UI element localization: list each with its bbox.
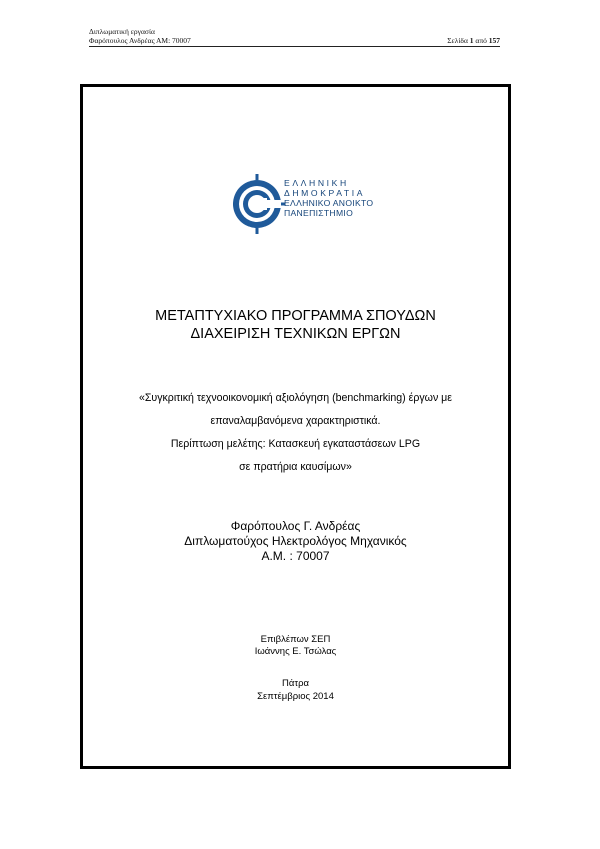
thesis-line1: «Συγκριτική τεχνοοικονομική αξιολόγηση (benchmarking) έργων με: [138, 392, 453, 404]
page-header: [89, 27, 500, 47]
logo-text: [284, 178, 384, 218]
page-sep: από: [475, 36, 487, 45]
place-date: Σεπτέμβριος 2014: [257, 691, 334, 702]
logo-line4: ΠΑΝΕΠΙΣΤΗΜΙΟ: [284, 208, 354, 218]
supervisor-name: Ιωάννης Ε. Τσώλας: [254, 646, 337, 657]
header-rule: [89, 46, 500, 47]
author-block: [80, 519, 511, 564]
thesis-title: [80, 387, 511, 479]
supervisor-block: [80, 634, 511, 658]
program-line1: ΜΕΤΑΠΤΥΧΙΑΚΟ ΠΡΟΓΡΑΜΜΑ ΣΠΟΥΔΩΝ: [155, 308, 436, 324]
header-row: [89, 36, 500, 45]
author-am: Α.Μ. : 70007: [261, 549, 330, 563]
page-current: 1: [469, 36, 474, 45]
supervisor-label: Επιβλέπων ΣΕΠ: [260, 634, 331, 645]
doc-type-label: Διπλωματική εργασία: [89, 27, 155, 36]
header-author: Φαρόπουλος Ανδρέας ΑΜ: 70007: [89, 36, 191, 45]
place-city: Πάτρα: [281, 678, 309, 689]
author-degree: Διπλωματούχος Ηλεκτρολόγος Μηχανικός: [184, 534, 407, 548]
program-title: [80, 307, 511, 343]
author-name: Φαρόπουλος Γ. Ανδρέας: [230, 519, 361, 533]
place-date-block: [80, 677, 511, 703]
thesis-line2: επαναλαμβανόμενα χαρακτηριστικά.: [210, 415, 381, 427]
logo-line2: ΔΗΜΟΚΡΑΤΙΑ: [284, 188, 366, 198]
thesis-line4: σε πρατήρια καυσίμων»: [239, 461, 352, 473]
logo-line3: ΕΛΛΗΝΙΚΟ ΑΝΟΙΚΤΟ: [284, 198, 374, 208]
page-prefix: Σελίδα: [447, 36, 468, 45]
logo-line1: ΕΛΛΗΝΙΚΗ: [284, 178, 349, 188]
page-number: [447, 36, 500, 45]
program-line2: ΔΙΑΧΕΙΡΙΣΗ ΤΕΧΝΙΚΩΝ ΕΡΓΩΝ: [190, 326, 401, 342]
page-total: 157: [488, 36, 500, 45]
thesis-line3: Περίπτωση μελέτης: Κατασκευή εγκαταστάσεων LPG: [170, 438, 421, 450]
